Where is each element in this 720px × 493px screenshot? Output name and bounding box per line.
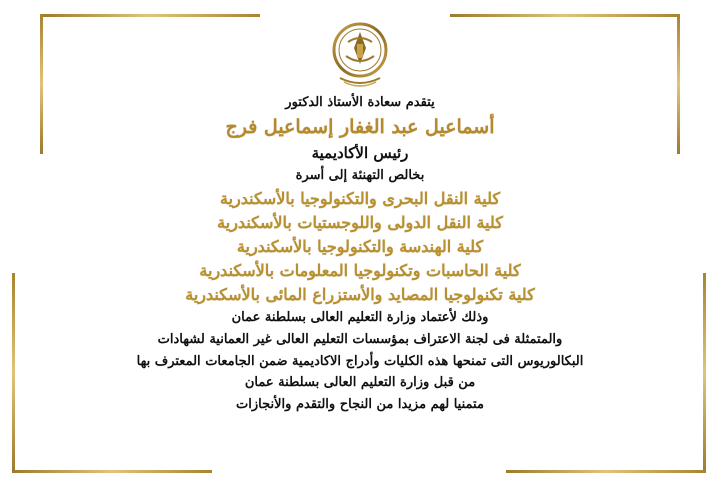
frame-top-left <box>40 14 260 17</box>
frame-right-bottom <box>703 273 706 473</box>
college-item: كلية الحاسبات وتكنولوجيا المعلومات بالأسكندرية <box>199 261 521 280</box>
body-line: وذلك لأعتماد وزارة التعليم العالى بسلطنة عمان <box>231 310 489 325</box>
academy-emblem-icon <box>326 18 394 90</box>
college-item: كلية الهندسة والتكنولوجيا بالأسكندرية <box>236 237 484 256</box>
frame-bottom-left <box>12 470 212 473</box>
congrats-line: بخالص التهنئة إلى أسرة <box>295 168 425 183</box>
body-line: والمتمثلة فى لجنة الاعتراف بمؤسسات التعليم العالى غير العمانية لشهادات <box>157 332 563 347</box>
frame-top-right <box>450 14 680 17</box>
intro-line: يتقدم سعادة الأستاذ الدكتور <box>285 95 435 110</box>
frame-left-bottom <box>12 273 15 473</box>
president-role: رئيس الأكاديمية <box>311 144 409 162</box>
college-item: كلية النقل الدولى واللوجستيات بالأسكندرية <box>217 213 503 232</box>
college-item: كلية النقل البحرى والتكنولوجيا بالأسكندرية <box>219 189 500 208</box>
college-item: كلية تكنولوجيا المصايد والأستزراع المائى بالأسكندرية <box>185 285 535 304</box>
body-line: من قبل وزارة التعليم العالى بسلطنة عمان <box>244 375 476 390</box>
card-content <box>40 96 680 411</box>
frame-bottom-right <box>506 470 706 473</box>
president-name: أسماعيل عبد الغفار إسماعيل فرج <box>225 116 495 138</box>
body-line: البكالوريوس التى تمنحها هذه الكليات وأدراج الاكاديمية ضمن الجامعات المعترف بها <box>136 354 584 369</box>
body-line: متمنيا لهم مزيدا من النجاح والتقدم والأنجازات <box>236 397 484 412</box>
